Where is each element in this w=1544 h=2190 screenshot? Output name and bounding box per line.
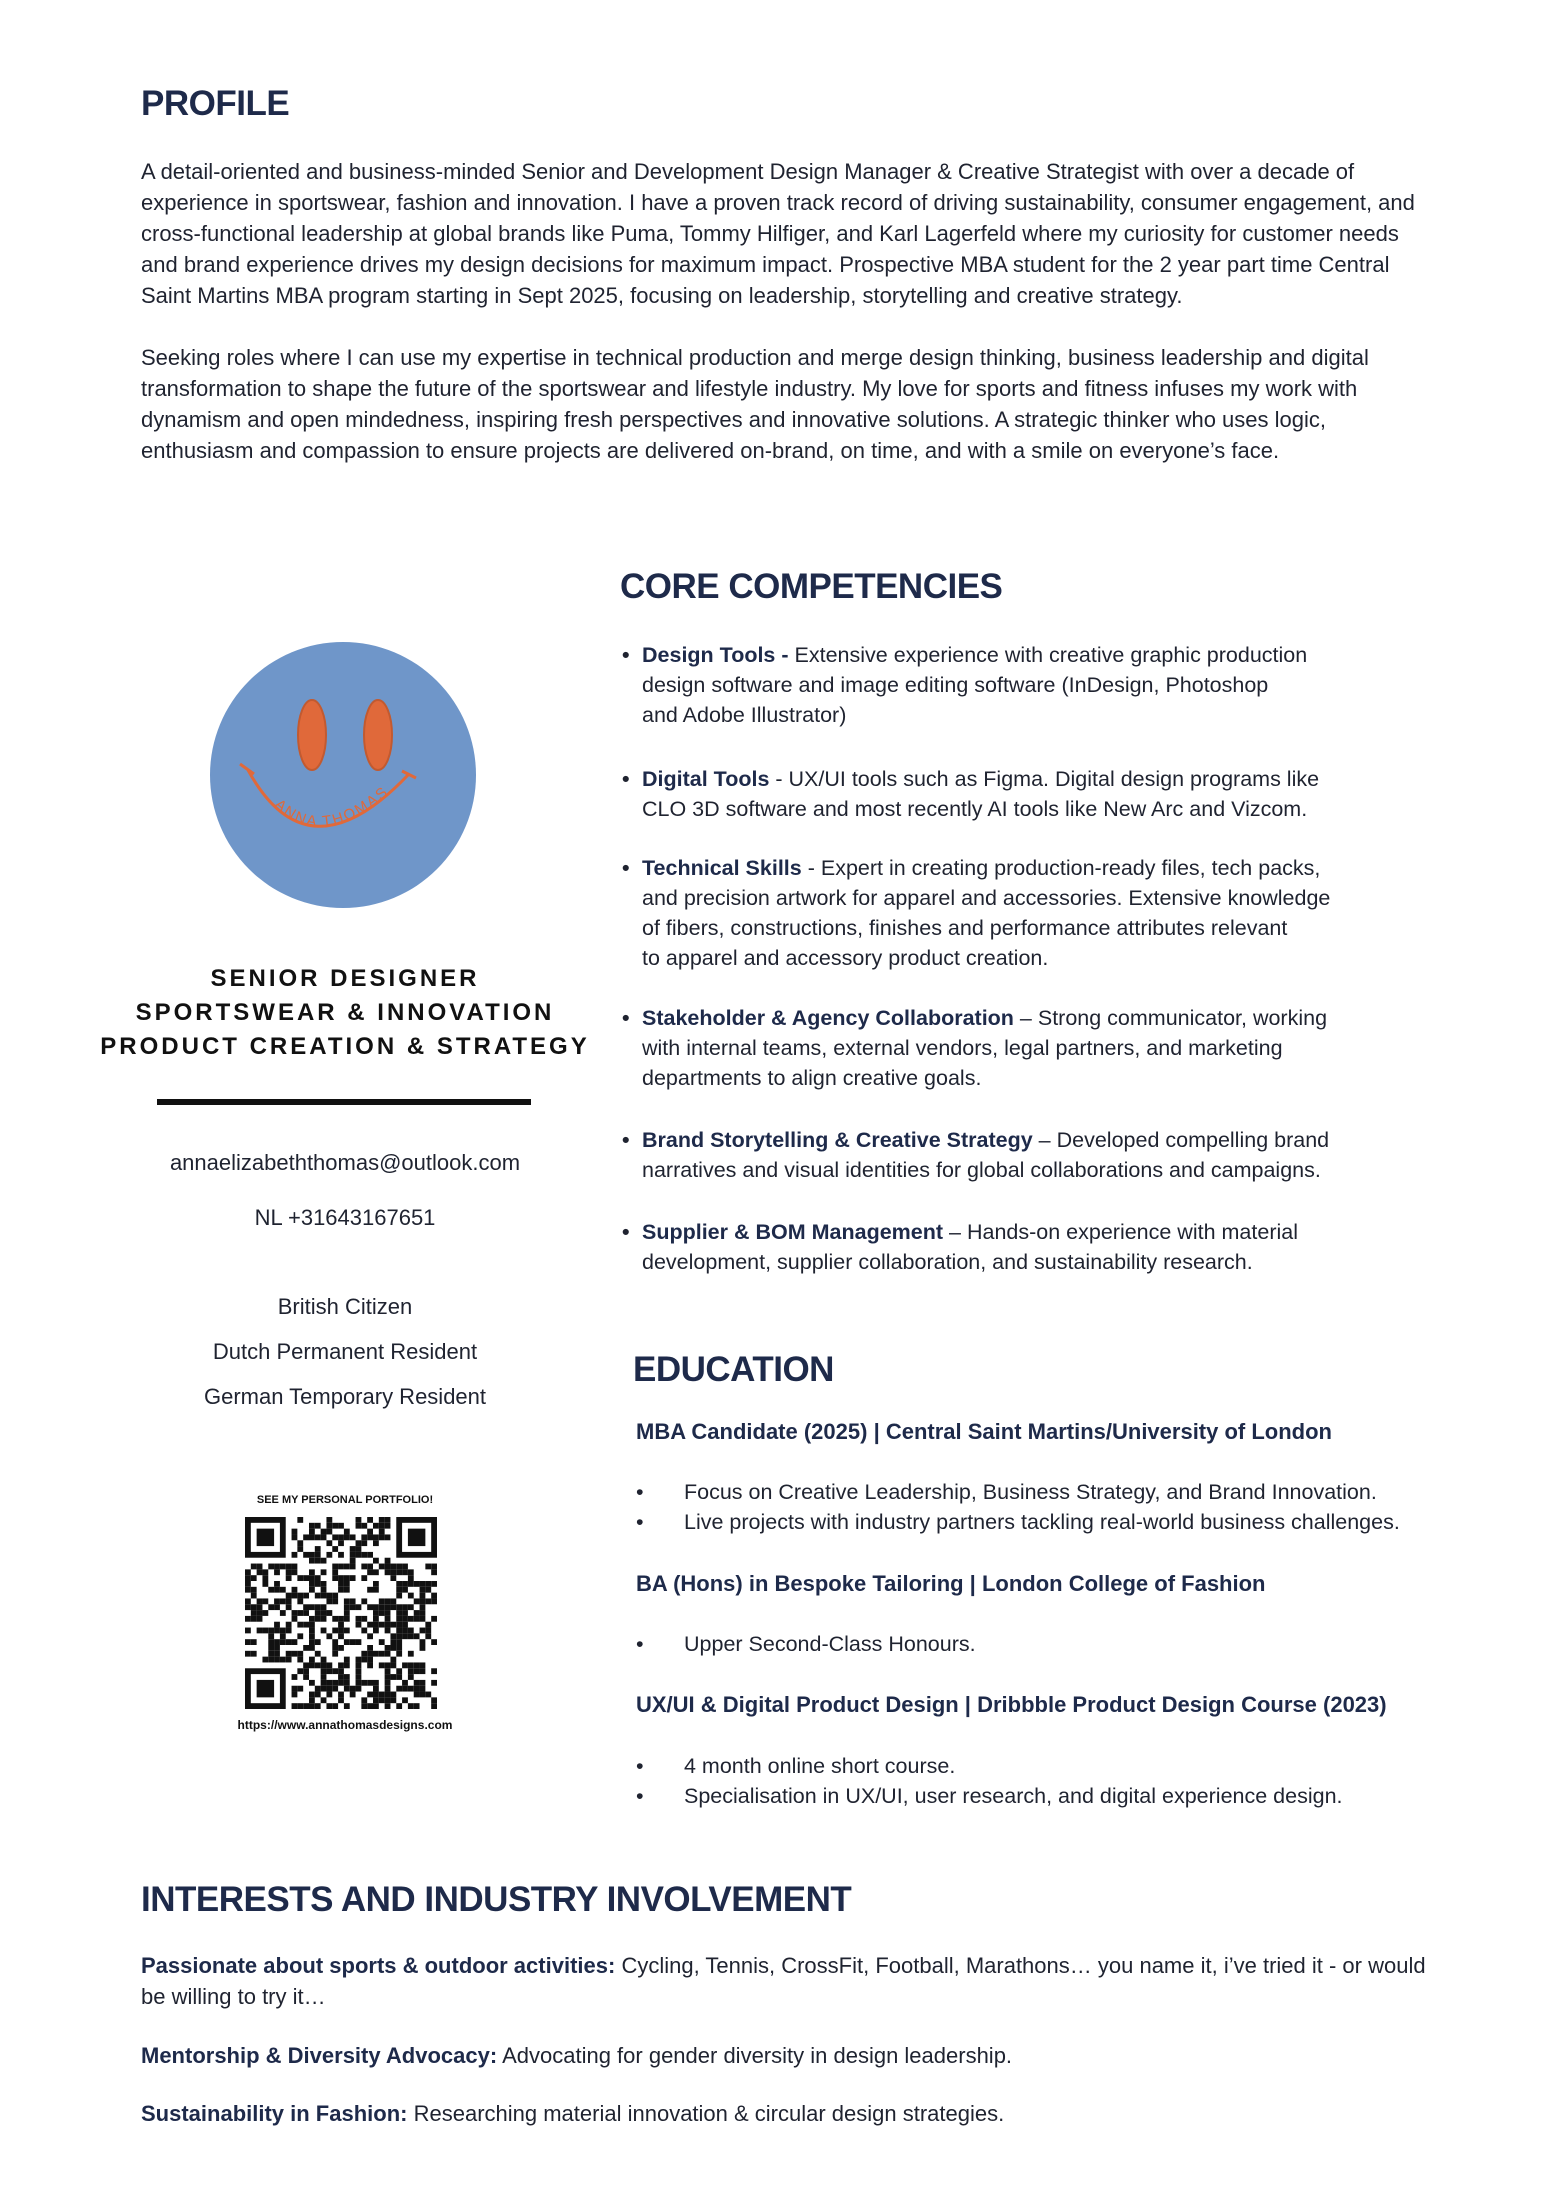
competency-title: Stakeholder & Agency Collaboration	[642, 1006, 1014, 1030]
competency-item	[622, 853, 1422, 973]
competency-title: Supplier & BOM Management	[642, 1220, 944, 1244]
smiley-logo	[208, 640, 478, 910]
competency-item	[622, 1217, 1422, 1277]
competency-item	[622, 640, 1422, 730]
bullet: •	[622, 1006, 630, 1030]
interests-heading: INTERESTS AND INDUSTRY INVOLVEMENT	[141, 1880, 852, 1919]
competency-text: with internal teams, external vendors, legal partners, and marketing	[642, 1036, 1283, 1060]
education-bullet-item: • Specialisation in UX/UI, user research, and digital experience design.	[636, 1784, 1343, 1808]
role-title: SPORTSWEAR & INNOVATION	[135, 999, 555, 1026]
education-title: UX/UI & Digital Product Design | Dribbble Product Design Course (2023)	[636, 1692, 1387, 1717]
bullet: •	[622, 767, 630, 791]
competency-item	[622, 1125, 1422, 1185]
residency-list	[60, 1284, 630, 1419]
competency-title: Brand Storytelling & Creative Strategy	[642, 1128, 1033, 1152]
interest-item	[141, 1950, 1451, 2012]
portfolio-qr-code[interactable]	[245, 1517, 437, 1709]
competency-title: Technical Skills	[642, 856, 802, 880]
profile-heading: PROFILE	[141, 84, 290, 123]
competency-text: design software and image editing software (InDesign, Photoshop	[642, 673, 1269, 697]
competency-text: development, supplier collaboration, and sustainability research.	[642, 1250, 1253, 1274]
education-bullet-item: • 4 month online short course.	[636, 1754, 956, 1778]
bullet: •	[622, 856, 630, 880]
portfolio-caption: SEE MY PERSONAL PORTFOLIO!	[256, 1494, 434, 1506]
portfolio-url[interactable]: https://www.annathomasdesigns.com	[237, 1718, 453, 1732]
competency-text: CLO 3D software and most recently AI tools like New Arc and Vizcom.	[642, 797, 1308, 821]
interest-text: Advocating for gender diversity in design leadership.	[502, 2043, 1013, 2068]
smiley-right-eye	[364, 700, 392, 770]
interest-item	[141, 2040, 1451, 2071]
competency-text: Extensive experience with creative graphic production	[794, 643, 1308, 667]
competency-text: and precision artwork for apparel and accessories. Extensive knowledge	[642, 886, 1331, 910]
interest-text: Cycling, Tennis, CrossFit, Football, Marathons… you name it, i’ve tried it - or would be willing to try it…	[141, 1953, 1426, 2009]
competency-text: departments to align creative goals.	[642, 1066, 982, 1090]
role-title: PRODUCT CREATION & STRATEGY	[100, 1033, 590, 1060]
competency-text: - UX/UI tools such as Figma. Digital design programs like	[775, 767, 1320, 791]
profile-paragraph: Seeking roles where I can use my expertise in technical production and merge design thinking, business leadership and digital transformation to shape the future of the sportswear and lifestyle industry. My love for sports and fitness infuses my work with dynamism and open mindedness, inspiring fresh perspectives and innovative solutions. A strategic thinker who uses logic, enthusiasm and compassion to ensure projects are delivered on-brand, on time, and with a smile on everyone’s face.	[141, 345, 1369, 463]
interest-label: Passionate about sports & outdoor activities:	[141, 1953, 616, 1978]
education-bullet-item: • Upper Second-Class Honours.	[636, 1632, 976, 1656]
education-bullet-item: • Focus on Creative Leadership, Business Strategy, and Brand Innovation.	[636, 1480, 1377, 1504]
competency-title: Digital Tools	[642, 767, 770, 791]
bullet: •	[622, 643, 630, 667]
residency-item: British Citizen	[277, 1294, 413, 1319]
competency-text: - Expert in creating production-ready files, tech packs,	[807, 856, 1321, 880]
contact-email[interactable]: annaelizabeththomas@outlook.com	[169, 1150, 521, 1175]
role-titles	[60, 962, 630, 1064]
education-bullet-item: • Live projects with industry partners tackling real-world business challenges.	[636, 1510, 1400, 1534]
contact-phone[interactable]: NL +31643167651	[254, 1205, 436, 1230]
smiley-left-eye	[298, 700, 326, 770]
competency-text: of fibers, constructions, finishes and performance attributes relevant	[642, 916, 1288, 940]
interest-label: Mentorship & Diversity Advocacy:	[141, 2043, 498, 2068]
divider	[157, 1099, 531, 1105]
competency-item	[622, 1003, 1422, 1093]
competency-text: – Strong communicator, working	[1019, 1006, 1328, 1030]
profile-paragraph: A detail-oriented and business-minded Senior and Development Design Manager & Creative Strategist with over a decade of experience in sportswear, fashion and innovation. I have a proven track record of driving sustainability, consumer engagement, and cross-functional leadership at global brands like Puma, Tommy Hilfiger, and Karl Lagerfeld where my curiosity for customer needs and brand experience drives my design decisions for maximum impact. Prospective MBA student for the 2 year part time Central Saint Martins MBA program starting in Sept 2025, focusing on leadership, storytelling and creative strategy.	[141, 159, 1415, 308]
role-title: SENIOR DESIGNER	[210, 965, 480, 992]
competency-text: – Hands-on experience with material	[949, 1220, 1298, 1244]
profile-summary	[141, 156, 1431, 466]
competency-title: Design Tools -	[642, 643, 789, 667]
interest-item	[141, 2098, 1451, 2129]
competency-text: – Developed compelling brand	[1038, 1128, 1330, 1152]
interest-text: Researching material innovation & circular design strategies.	[413, 2101, 1005, 2126]
residency-item: German Temporary Resident	[203, 1384, 487, 1409]
competencies-heading: CORE COMPETENCIES	[620, 567, 1003, 606]
education-heading: EDUCATION	[633, 1350, 834, 1389]
interest-label: Sustainability in Fashion:	[141, 2101, 408, 2126]
education-title: BA (Hons) in Bespoke Tailoring | London College of Fashion	[636, 1571, 1266, 1596]
bullet: •	[622, 1128, 630, 1152]
smiley-logo-text: ANNA THOMAS	[271, 782, 393, 831]
competency-text: narratives and visual identities for global collaborations and campaigns.	[642, 1158, 1321, 1182]
competency-text: to apparel and accessory product creation.	[642, 946, 1049, 970]
residency-item: Dutch Permanent Resident	[212, 1339, 478, 1364]
competency-item	[622, 764, 1422, 824]
bullet: •	[622, 1220, 630, 1244]
competency-text: and Adobe Illustrator)	[642, 703, 847, 727]
education-title: MBA Candidate (2025) | Central Saint Martins/University of London	[636, 1419, 1332, 1444]
